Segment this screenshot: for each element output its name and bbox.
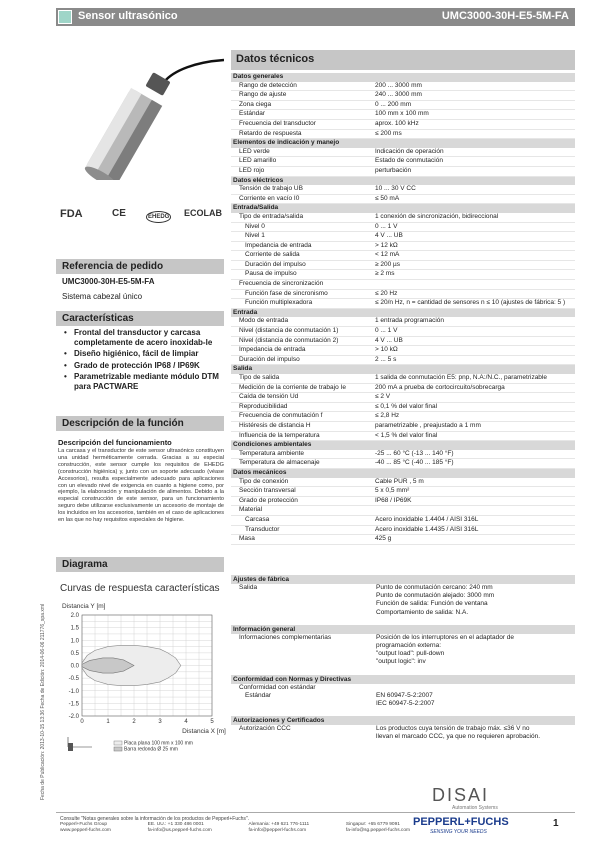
factory-line: Comportamiento de salida: N.A. bbox=[376, 608, 469, 616]
spec-value: -25 ... 60 °C (-13 ... 140 °F) bbox=[373, 450, 575, 459]
spec-value: > 10 kΩ bbox=[373, 346, 575, 356]
spec-key: Nivel 0 bbox=[231, 222, 373, 232]
spec-key: Impedancia de entrada bbox=[231, 241, 373, 251]
general-info-line: Posición de los interruptores en el adaptador de bbox=[376, 633, 515, 641]
y-tick-label: 1.5 bbox=[70, 625, 79, 632]
spec-key: Pausa de impulso bbox=[231, 270, 373, 280]
diagram-heading: Diagrama bbox=[56, 557, 224, 572]
general-info-line: "output logic": inv bbox=[376, 658, 426, 666]
spec-value: -40 ... 85 °C (-40 ... 185 °F) bbox=[373, 459, 575, 469]
table-row bbox=[231, 119, 575, 129]
table-row bbox=[231, 270, 575, 280]
table-row bbox=[231, 459, 575, 469]
spec-key: Medición de la corriente de trabajo Ie bbox=[231, 383, 373, 393]
spec-key: Sección transversal bbox=[231, 487, 373, 497]
product-type-title: Sensor ultrasónico bbox=[78, 10, 178, 22]
table-row bbox=[231, 487, 575, 497]
brand-slogan: SENSING YOUR NEEDS bbox=[430, 829, 487, 835]
certification-logos bbox=[60, 208, 224, 222]
spec-value: IP68 / IP69K bbox=[373, 496, 575, 506]
spec-value: 10 ... 30 V CC bbox=[373, 185, 575, 194]
table-row bbox=[231, 535, 575, 545]
spec-key: Modo de entrada bbox=[231, 317, 373, 326]
spec-key: Entrada/Salida bbox=[231, 204, 575, 213]
spec-group-row bbox=[231, 468, 575, 477]
spec-key: LED verde bbox=[231, 148, 373, 157]
table-row bbox=[231, 393, 575, 403]
spec-key: Corriente en vacío I0 bbox=[231, 194, 373, 204]
list-item: • Parametrizable mediante módulo DTM para PACTWARE bbox=[62, 372, 224, 391]
contact-label: EE. UU.: +1 330 486 0001 bbox=[147, 822, 204, 827]
spec-key: Elementos de indicación y manejo bbox=[231, 139, 575, 148]
table-row bbox=[231, 280, 575, 290]
x-tick-label: 3 bbox=[158, 719, 162, 725]
technical-data-heading: Datos técnicos bbox=[231, 50, 575, 70]
disai-logo: DISAI bbox=[432, 785, 490, 805]
spec-value: 240 ... 3000 mm bbox=[373, 91, 575, 101]
ehedg-seal-icon: EHEDG bbox=[146, 211, 171, 223]
x-tick-label: 4 bbox=[184, 719, 188, 725]
spec-key: Histéresis de distancia H bbox=[231, 421, 373, 431]
factory-line: Función de salida: Función de ventana bbox=[376, 600, 488, 608]
spec-value: 0 ... 1 V bbox=[373, 327, 575, 337]
spec-value: ≤ 0,1 % del valor final bbox=[373, 402, 575, 412]
spec-value: Cable PUR , 5 m bbox=[373, 478, 575, 487]
x-tick-label: 2 bbox=[132, 719, 136, 725]
spec-key: Rango de ajuste bbox=[231, 91, 373, 101]
brand-square-icon bbox=[58, 10, 72, 24]
spec-key: Impedancia de entrada bbox=[231, 346, 373, 356]
spec-key: Función fase de sincronismo bbox=[231, 289, 373, 299]
table-row bbox=[231, 82, 575, 91]
general-info-heading: Información general bbox=[231, 625, 575, 634]
spec-value: ≤ 20/n Hz, n = cantidad de sensores n ≤ 10 (ajustes de fábrica: 5 ) bbox=[373, 299, 575, 309]
factory-key: Salida bbox=[239, 584, 258, 591]
conformity-sub: Conformidad con estándar bbox=[239, 683, 316, 691]
spec-value: 5 x 0,5 mm² bbox=[373, 487, 575, 497]
spec-value: 200 mA a prueba de cortocircuito/sobrecarga bbox=[373, 383, 575, 393]
spec-value: > 12 kΩ bbox=[373, 241, 575, 251]
legend-swatch-bar bbox=[114, 747, 122, 751]
table-row bbox=[231, 346, 575, 356]
spec-key: Frecuencia del transductor bbox=[231, 119, 373, 129]
contact-link[interactable]: fa-info@us.pepperl-fuchs.com bbox=[147, 828, 212, 833]
spec-value: 200 ... 3000 mm bbox=[373, 82, 575, 91]
contact-link[interactable]: www.pepperl-fuchs.com bbox=[60, 828, 111, 833]
spec-group-row bbox=[231, 308, 575, 317]
table-row bbox=[231, 506, 575, 516]
table-row bbox=[231, 336, 575, 346]
list-item: • Grado de protección IP68 / IP69K bbox=[62, 361, 224, 371]
spec-value: 1 conexión de sincronización, bidireccional bbox=[373, 213, 575, 222]
spec-group-row bbox=[231, 204, 575, 213]
spec-key: Datos generales bbox=[231, 73, 575, 82]
table-row bbox=[231, 260, 575, 270]
spec-key: Frecuencia de sincronización bbox=[231, 280, 373, 290]
table-row bbox=[231, 496, 575, 506]
x-tick-label: 5 bbox=[210, 719, 214, 725]
footer-note: Consulte "Notas generales sobre la información de los productos de Pepperl+Fuchs". bbox=[60, 816, 250, 822]
footer-divider bbox=[56, 812, 575, 813]
table-row bbox=[231, 431, 575, 441]
table-row bbox=[231, 100, 575, 110]
legend-swatch-plate bbox=[114, 741, 122, 745]
table-row bbox=[231, 515, 575, 525]
table-row bbox=[231, 402, 575, 412]
spec-key: Tensión de trabajo UB bbox=[231, 185, 373, 194]
spec-value: 2 ... 5 s bbox=[373, 355, 575, 365]
x-axis-label: Distancia X [m] bbox=[182, 728, 226, 735]
spec-key: Carcasa bbox=[231, 515, 373, 525]
spec-key: Condiciones ambientales bbox=[231, 441, 575, 450]
table-row bbox=[231, 185, 575, 194]
table-row bbox=[231, 148, 575, 157]
y-axis-label: Distancia Y [m] bbox=[62, 603, 106, 610]
spec-group-row bbox=[231, 139, 575, 148]
spec-value: 100 mm x 100 mm bbox=[373, 110, 575, 120]
ce-mark-icon: CE bbox=[112, 208, 126, 219]
spec-key: Datos mecánicos bbox=[231, 468, 575, 477]
spec-key: Duración del impulso bbox=[231, 355, 373, 365]
spec-value: Acero inoxidable 1.4404 / AISI 316L bbox=[373, 515, 575, 525]
spec-key: Tipo de salida bbox=[231, 374, 373, 383]
table-row bbox=[231, 251, 575, 261]
spec-key: Temperatura de almacenaje bbox=[231, 459, 373, 469]
spec-key: Rango de detección bbox=[231, 82, 373, 91]
spec-key: Entrada bbox=[231, 308, 575, 317]
spec-key: Material bbox=[231, 506, 373, 516]
spec-value bbox=[373, 506, 575, 516]
order-reference-heading: Referencia de pedido bbox=[56, 259, 224, 274]
spec-key: Nivel 1 bbox=[231, 232, 373, 242]
disai-subtitle: Automation Systems bbox=[452, 805, 498, 811]
legend-label: Placa plana 100 mm x 100 mm bbox=[124, 740, 193, 747]
spec-key: Influencia de la temperatura bbox=[231, 431, 373, 441]
table-row bbox=[231, 110, 575, 120]
table-row bbox=[231, 91, 575, 101]
factory-line: Punto de conmutación cercano: 240 mm bbox=[376, 584, 493, 591]
list-item: • Diseño higiénico, fácil de limpiar bbox=[62, 349, 224, 359]
table-row bbox=[231, 421, 575, 431]
table-row bbox=[231, 450, 575, 459]
spec-key: Masa bbox=[231, 535, 373, 545]
table-row bbox=[231, 232, 575, 242]
table-row bbox=[231, 213, 575, 222]
spec-value: < 12 mA bbox=[373, 251, 575, 261]
ecolab-logo-icon: ECOLAB bbox=[184, 208, 222, 218]
spec-value: 425 g bbox=[373, 535, 575, 545]
y-tick-label: 2.0 bbox=[70, 613, 79, 619]
spec-value: 4 V ... UB bbox=[373, 232, 575, 242]
spec-value: ≤ 2,8 Hz bbox=[373, 412, 575, 422]
contact-link[interactable]: fa-info@sg.pepperl-fuchs.com bbox=[345, 828, 410, 833]
contact-label: Singapur: +65 6779 9091 bbox=[345, 822, 400, 827]
characteristics-list bbox=[62, 328, 224, 393]
factory-settings bbox=[231, 575, 575, 617]
conformity-line: EN 60947-5-2:2007 bbox=[376, 691, 433, 699]
y-tick-label: 0.0 bbox=[70, 663, 79, 670]
table-row bbox=[231, 317, 575, 326]
general-info-line: programación externa: bbox=[376, 642, 442, 650]
table-row bbox=[231, 241, 575, 251]
spec-value: 0 ... 200 mm bbox=[373, 100, 575, 110]
footer-contacts bbox=[60, 822, 410, 834]
table-row bbox=[231, 289, 575, 299]
function-text: La carcasa y el transductor de este sensor ultrasónico constituyen una unidad herméticamente cerrada. Gracias a su especial construcción, este sensor cumple los requisitos de EHEDG (construcción higiénica) y, junto con un soporte adecuado (véase Accesorios), resulta especialmente adecuado para aplicaciones con un elevado nivel de exigencia en cuanto a higiene como, por ejemplo, la elaboración y manipulación de alimentos. Debido a la especial construcción de este sensor, para un funcionamiento seguro debe utilizarse exclusivamente un accesorio de montaje de los incluidos en los accesorios, también en el caso de aplicaciones en las que no hay requisitos especiales de higiene. bbox=[58, 448, 224, 524]
spec-value: ≤ 2 V bbox=[373, 393, 575, 403]
y-tick-label: 0.5 bbox=[70, 650, 79, 657]
response-curve-chart bbox=[56, 598, 226, 763]
y-tick-label: -0.5 bbox=[68, 676, 79, 683]
spec-value: parametrizable , preajustado a 1 mm bbox=[373, 421, 575, 431]
sensor-product-image bbox=[56, 40, 224, 180]
table-row bbox=[231, 222, 575, 232]
spec-value: 4 V ... UB bbox=[373, 336, 575, 346]
order-model: UMC3000-30H-E5-5M-FA bbox=[62, 277, 155, 286]
spec-key: LED amarillo bbox=[231, 157, 373, 167]
conformity-heading: Conformidad con Normas y Directivas bbox=[231, 675, 575, 684]
function-subheading: Descripción del funcionamiento bbox=[58, 438, 172, 447]
conformity-key: Estándar bbox=[245, 691, 272, 699]
chart-title: Curvas de respuesta características bbox=[60, 583, 220, 594]
spec-value: ≥ 2 ms bbox=[373, 270, 575, 280]
table-row bbox=[231, 157, 575, 167]
spec-key: Transductor bbox=[231, 525, 373, 535]
spec-table bbox=[231, 73, 575, 545]
spec-group-row bbox=[231, 73, 575, 82]
spec-key: Función multiplexadora bbox=[231, 299, 373, 309]
spec-key: Retardo de respuesta bbox=[231, 129, 373, 139]
spec-key: LED rojo bbox=[231, 166, 373, 176]
contact-link[interactable]: fa-info@pepperl-fuchs.com bbox=[248, 828, 307, 833]
y-tick-label: -1.5 bbox=[68, 701, 79, 708]
function-heading: Descripción de la función bbox=[56, 416, 224, 431]
table-row bbox=[231, 355, 575, 365]
approvals-key: Autorización CCC bbox=[239, 725, 291, 733]
table-row bbox=[231, 194, 575, 204]
x-tick-label: 1 bbox=[106, 719, 110, 725]
y-tick-label: -1.0 bbox=[68, 688, 79, 695]
y-tick-label: -2.0 bbox=[68, 714, 79, 720]
spec-value: 1 entrada programación bbox=[373, 317, 575, 326]
spec-key: Corriente de salida bbox=[231, 251, 373, 261]
spec-value bbox=[373, 280, 575, 290]
additional-info bbox=[231, 575, 575, 750]
header-bar bbox=[56, 8, 575, 26]
y-tick-label: 1.0 bbox=[70, 638, 79, 645]
spec-value: Estado de conmutación bbox=[373, 157, 575, 167]
spec-value: 0 ... 1 V bbox=[373, 222, 575, 232]
factory-line: Punto de conmutación alejado: 3000 mm bbox=[376, 592, 495, 600]
general-info-line: "output load": pull-down bbox=[376, 650, 445, 658]
spec-key: Salida bbox=[231, 365, 575, 374]
spec-value: < 1,5 % del valor final bbox=[373, 431, 575, 441]
spec-group-row bbox=[231, 365, 575, 374]
spec-value: ≤ 200 ms bbox=[373, 129, 575, 139]
table-row bbox=[231, 299, 575, 309]
page-number: 1 bbox=[553, 818, 559, 829]
spec-value: Indicación de operación bbox=[373, 148, 575, 157]
table-row bbox=[231, 327, 575, 337]
conformity-line: IEC 60947-5-2:2007 bbox=[376, 700, 435, 708]
spec-value: perturbación bbox=[373, 166, 575, 176]
table-row bbox=[231, 525, 575, 535]
publication-dates: Fecha de Publicación: 2013-10-15 13:36 Fecha de Edición: 2014-06-06 211776_spa.xml bbox=[40, 603, 46, 800]
x-tick-label: 0 bbox=[80, 719, 84, 725]
approvals-line: Los productos cuya tensión de trabajo máx. ≤36 V no bbox=[376, 725, 530, 733]
spec-value: ≤ 20 Hz bbox=[373, 289, 575, 299]
legend-sensor-icon bbox=[68, 743, 73, 751]
spec-key: Estándar bbox=[231, 110, 373, 120]
table-row bbox=[231, 166, 575, 176]
table-row bbox=[231, 383, 575, 393]
spec-value: ≥ 200 µs bbox=[373, 260, 575, 270]
spec-key: Frecuencia de conmutación f bbox=[231, 412, 373, 422]
list-item: • Frontal del transductor y carcasa completamente de acero inoxidab-le bbox=[62, 328, 224, 347]
spec-key: Caída de tensión Ud bbox=[231, 393, 373, 403]
approvals-heading: Autorizaciones y Certificados bbox=[231, 716, 575, 725]
legend-label: Barra redonda Ø 25 mm bbox=[124, 746, 178, 753]
table-row bbox=[231, 412, 575, 422]
spec-key: Nivel (distancia de conmutación 2) bbox=[231, 336, 373, 346]
spec-key: Grado de protección bbox=[231, 496, 373, 506]
spec-value: Acero inoxidable 1.4435 / AISI 316L bbox=[373, 525, 575, 535]
table-row bbox=[231, 374, 575, 383]
table-row bbox=[231, 129, 575, 139]
approvals bbox=[231, 716, 575, 741]
spec-group-row bbox=[231, 176, 575, 185]
contact-label: Alemania: +49 621 776-1111 bbox=[248, 822, 310, 827]
spec-key: Reproducibilidad bbox=[231, 402, 373, 412]
general-info-key: Informaciones complementarias bbox=[239, 633, 332, 641]
spec-key: Zona ciega bbox=[231, 100, 373, 110]
spec-value: aprox. 100 kHz bbox=[373, 119, 575, 129]
header-model: UMC3000-30H-E5-5M-FA bbox=[441, 10, 569, 22]
fda-logo-icon: FDA bbox=[60, 208, 83, 220]
contact-label: Pepperl+Fuchs Group bbox=[60, 822, 108, 827]
spec-value: ≤ 50 mA bbox=[373, 194, 575, 204]
order-description: Sistema cabezal único bbox=[62, 292, 143, 301]
spec-key: Tipo de conexión bbox=[231, 478, 373, 487]
factory-settings-heading: Ajustes de fábrica bbox=[231, 575, 575, 584]
spec-key: Datos eléctricos bbox=[231, 176, 575, 185]
spec-key: Tipo de entrada/salida bbox=[231, 213, 373, 222]
spec-key: Duración del impulso bbox=[231, 260, 373, 270]
conformity bbox=[231, 675, 575, 709]
general-info bbox=[231, 625, 575, 667]
spec-group-row bbox=[231, 441, 575, 450]
technical-data bbox=[231, 50, 575, 545]
spec-key: Nivel (distancia de conmutación 1) bbox=[231, 327, 373, 337]
characteristics-heading: Características bbox=[56, 311, 224, 326]
spec-key: Temperatura ambiente bbox=[231, 450, 373, 459]
pepperl-fuchs-logo: PEPPERL+FUCHS bbox=[413, 816, 509, 828]
spec-value: 1 salida de conmutación E5: pnp, N.A:/N.C., parametrizable bbox=[373, 374, 575, 383]
approvals-line: llevan el marcado CCC, ya que no requieren aprobación. bbox=[376, 733, 541, 741]
table-row bbox=[231, 478, 575, 487]
